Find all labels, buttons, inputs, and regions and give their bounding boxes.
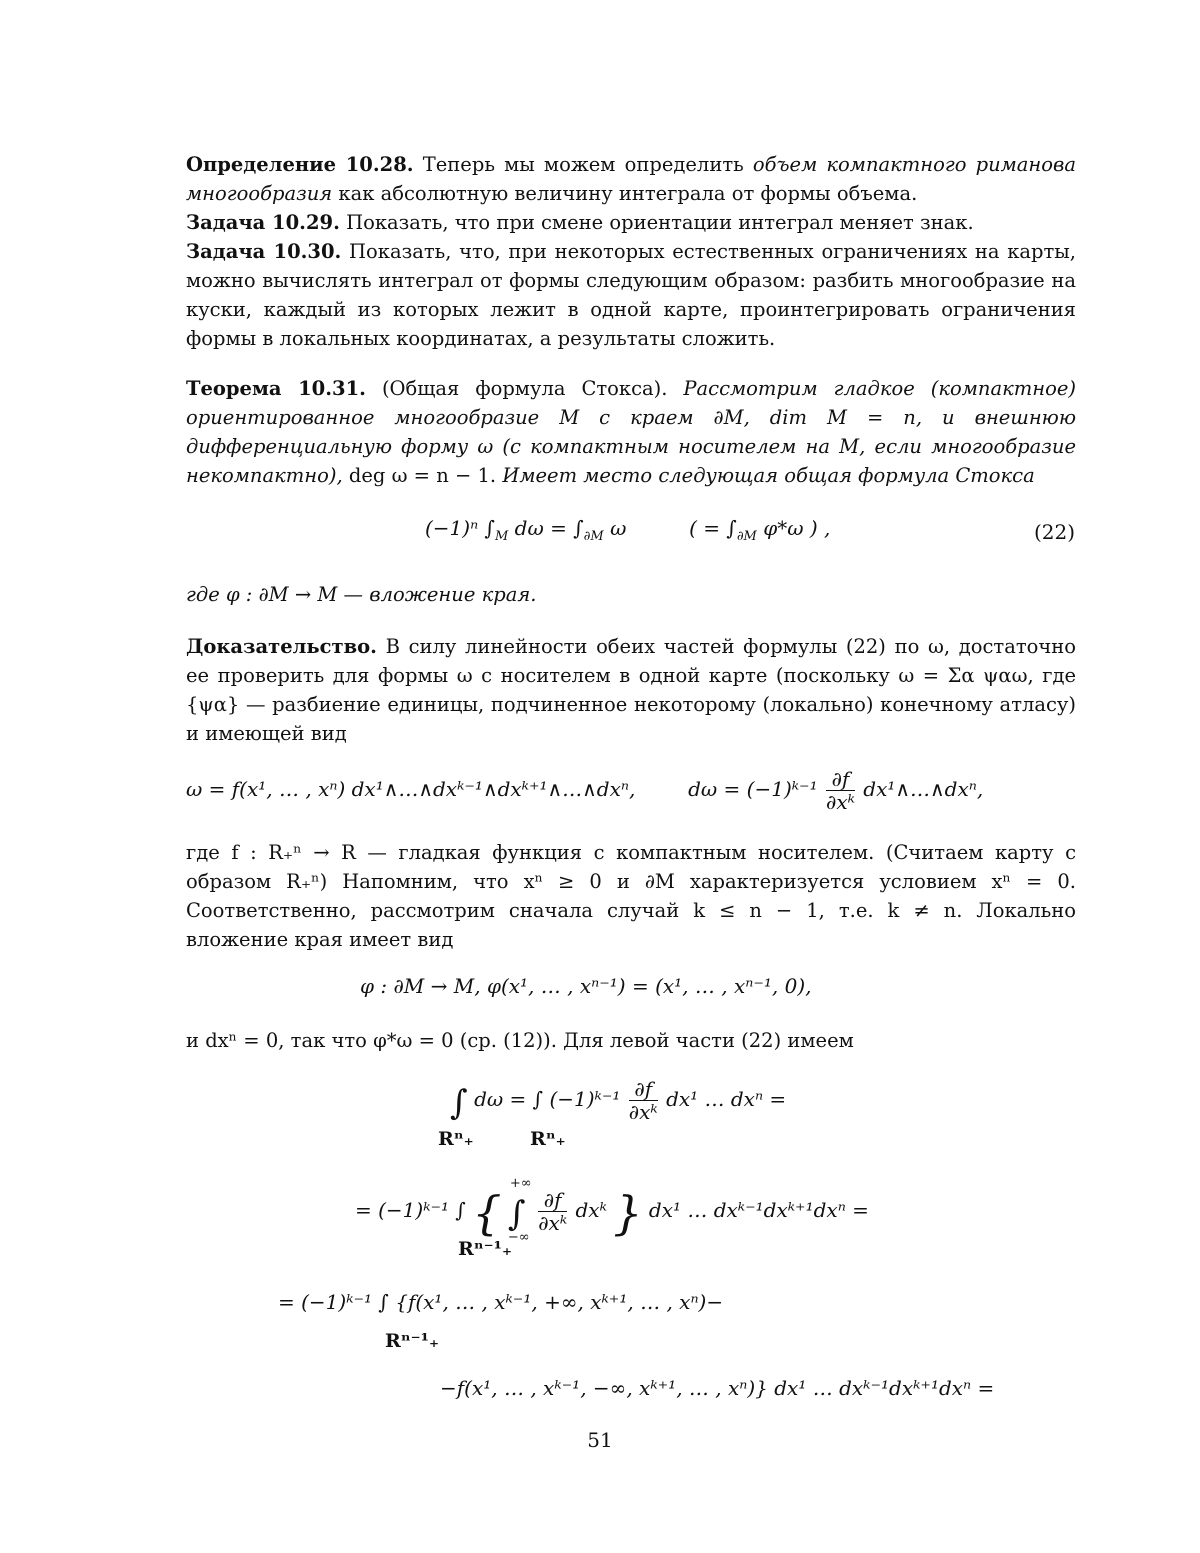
partial-fraction <box>538 1189 567 1234</box>
equation-phi: φ : ∂M → M, φ(x¹, … , xⁿ⁻¹) = (x¹, … , xⁿ⁻¹, 0), <box>360 974 812 998</box>
embedding-note: где φ : ∂M → M — вложение края. <box>186 583 537 606</box>
int1-b: dω = ∫ <box>474 1087 544 1111</box>
upper-limit: +∞ <box>509 1176 532 1191</box>
int1-c: (−1)ᵏ⁻¹ <box>549 1087 621 1111</box>
theorem-title: (Общая формула Стокса). <box>381 377 668 400</box>
int2-dxk: dxᵏ <box>575 1198 607 1222</box>
paragraph-chart: где f : R₊ⁿ → R — гладкая функция с компактным носителем. (Считаем карту с образом R₊ⁿ) Напомним, что xⁿ ≥ 0 и ∂M характеризуется условием xⁿ = 0. Соответственно, рассмотрим сначала случай k ≤ n − 1, т.е. k ≠ n. Локально вложение края имеет вид <box>186 841 1076 951</box>
eq22-mid-sub: ∂M <box>583 529 604 544</box>
brace-close: } <box>613 1186 643 1240</box>
theorem-statement-2: Имеет место следующая общая формула Стокса <box>502 464 1035 487</box>
domega-b: dx¹∧…∧dxⁿ, <box>863 777 984 801</box>
task-text: Показать, что, при некоторых естественных ограничениях на карты, можно вычислять интеграл от формы следующим образом: разбить многообразие на куски, каждый из которых лежит в одной карте, проинтегрировать ограничения формы в локальных координатах, а результаты сложить. <box>186 240 1076 350</box>
proof <box>186 632 1076 748</box>
task-10-30 <box>186 237 1076 353</box>
integral-sign: ∫ <box>450 1083 468 1123</box>
definition-italic: объем компактного риманова многообразия <box>186 153 1076 205</box>
fraction-numerator: ∂f <box>629 1078 658 1101</box>
domega-a: dω = (−1)ᵏ⁻¹ <box>688 777 818 801</box>
equation-number: (22) <box>1034 520 1076 544</box>
integral-line-2 <box>355 1176 869 1245</box>
theorem-degree: deg ω = n − 1. <box>348 464 497 487</box>
eq22-paren-rhs: φ*ω ) , <box>763 516 831 540</box>
equation-omega <box>186 768 983 813</box>
domain-label: Rⁿ⁻¹₊ <box>458 1238 513 1260</box>
theorem-10-31 <box>186 374 1076 490</box>
equation-22 <box>425 516 830 544</box>
eq22-rhs: ω <box>610 516 627 540</box>
partial-fraction <box>629 1078 658 1123</box>
integral-line-3 <box>278 1290 723 1314</box>
int2-rest: dx¹ … dxᵏ⁻¹dxᵏ⁺¹dxⁿ = <box>648 1198 869 1222</box>
definition-10-28 <box>186 150 1076 208</box>
eq22-paren: ( = ∫ <box>689 516 737 540</box>
int3-a: = (−1)ᵏ⁻¹ ∫ <box>278 1290 389 1314</box>
definition-label: Определение 10.28. <box>186 153 414 176</box>
task-label: Задача 10.29. <box>186 211 340 234</box>
theorem-label: Теорема 10.31. <box>186 377 366 400</box>
lower-limit: −∞ <box>507 1230 530 1245</box>
definition-text-1: Теперь мы можем определить <box>422 153 744 176</box>
domain-label: Rⁿ₊ <box>530 1128 566 1150</box>
definition-text-2: как абсолютную величину интеграла от формы объема. <box>338 182 918 205</box>
theorem-statement: Рассмотрим гладкое (компактное) ориентированное многообразие M с краем ∂M, dim M = n, и внешнюю дифференциальную форму ω (с компактным носителем на M, если многообразие некомпактно), <box>186 377 1076 487</box>
proof-text: В силу линейности обеих частей формулы (22) по ω, достаточно ее проверить для формы ω с носителем в одной карте (поскольку ω = Σα ψαω, где {ψα} — разбиение единицы, подчиненное некоторому (локально) конечному атласу) и имеющей вид <box>186 635 1076 745</box>
partial-fraction <box>826 768 855 813</box>
domain-label: Rⁿ⁻¹₊ <box>385 1330 440 1352</box>
task-text: Показать, что при смене ориентации интеграл меняет знак. <box>346 211 974 234</box>
page-number: 51 <box>587 1428 613 1452</box>
eq22-lhs: (−1)ⁿ ∫ <box>425 516 495 540</box>
fraction-denominator: ∂xᵏ <box>825 790 855 814</box>
fraction-denominator: ∂xᵏ <box>538 1211 568 1235</box>
fraction-numerator: ∂f <box>826 768 855 791</box>
brace-open: { <box>472 1186 502 1240</box>
inner-integral: ∫ +∞ −∞ <box>507 1176 532 1245</box>
integral-line-4: −f(x¹, … , xᵏ⁻¹, −∞, xᵏ⁺¹, … , xⁿ)} dx¹ … dxᵏ⁻¹dxᵏ⁺¹dxⁿ = <box>440 1376 995 1400</box>
eq22-lhs-sub: M <box>494 529 509 544</box>
eq22-paren-sub: ∂M <box>736 529 757 544</box>
task-10-29 <box>186 208 1076 237</box>
eq22-mid: dω = ∫ <box>514 516 584 540</box>
fraction-denominator: ∂xᵏ <box>628 1100 658 1124</box>
integral-line-1 <box>450 1078 786 1123</box>
fraction-numerator: ∂f <box>538 1189 567 1212</box>
int3-b: {f(x¹, … , xᵏ⁻¹, +∞, xᵏ⁺¹, … , xⁿ)− <box>395 1290 724 1314</box>
task-label: Задача 10.30. <box>186 240 342 263</box>
proof-label: Доказательство. <box>186 635 377 658</box>
paragraph-dxn: и dxⁿ = 0, так что φ*ω = 0 (ср. (12)). Для левой части (22) имеем <box>186 1029 854 1052</box>
int1-d: dx¹ … dxⁿ = <box>666 1087 787 1111</box>
int2-a: = (−1)ᵏ⁻¹ ∫ <box>355 1198 466 1222</box>
domain-label: Rⁿ₊ <box>438 1128 474 1150</box>
omega-left: ω = f(x¹, … , xⁿ) dx¹∧…∧dxᵏ⁻¹∧dxᵏ⁺¹∧…∧dxⁿ, <box>186 777 636 801</box>
